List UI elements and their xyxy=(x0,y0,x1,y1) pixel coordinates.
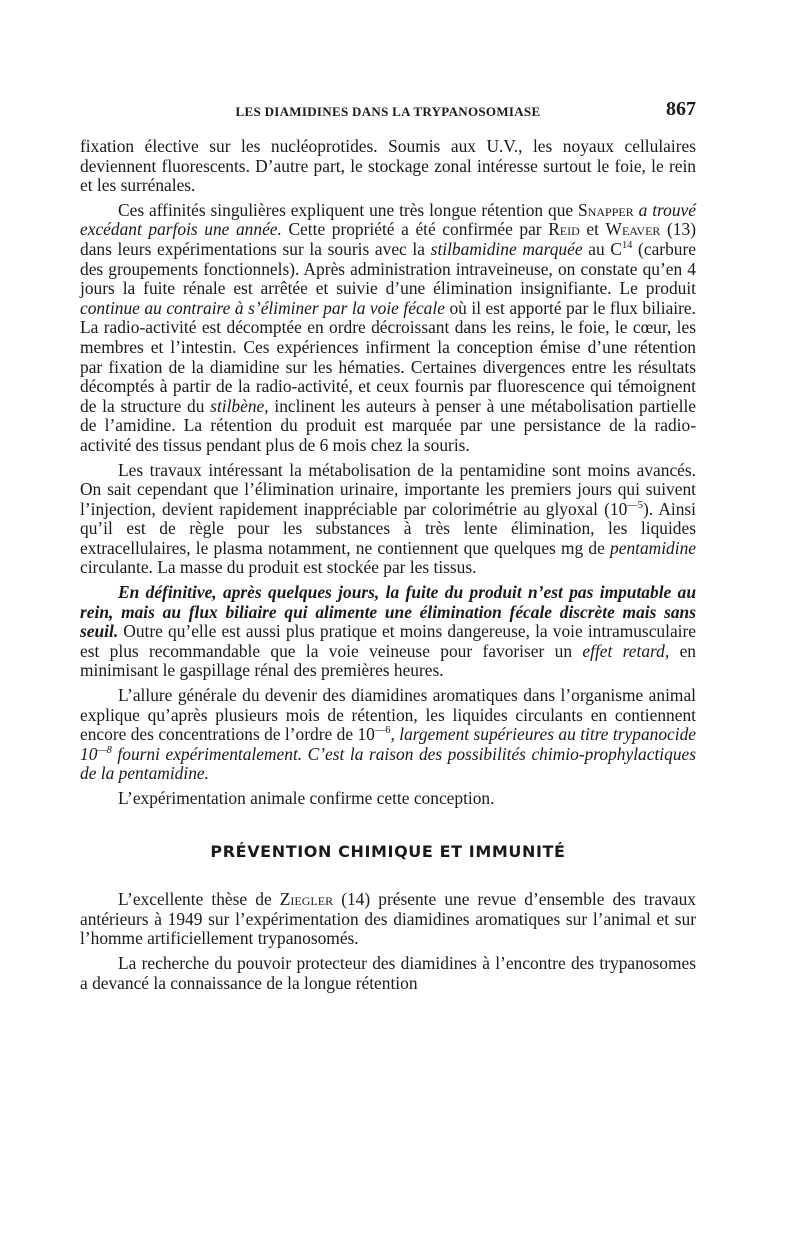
text-run: où il est apporté par le flux biliaire. La radio-activité est décomptée en ordre décroissant dans les reins, le foie, le cœur, les membres et l’intestin. Ces expériences infirment la conception émise d’une rétention par fixation de la diamidine sur les hématies. Certaines divergences entre les résultats décomptés à partir de la radio-activité, et ceux fournis par fluorescence qui témoignent de la structure du xyxy=(80,297,696,416)
text-run: ). Ainsi qu’il est de règle pour les substances à très lente élimination, les liquides extracellulaires, le plasma notamment, ne contiennent que quelques mg de xyxy=(80,498,696,558)
italic-run: effet retard, xyxy=(582,640,670,661)
text-run: et xyxy=(579,219,606,240)
paragraph-text: fixation élective sur les nucléoprotides. Soumis aux U.V., les noyaux cellulaires deviennent fluorescents. D’autre part, le stockage zonal intéresse surtout le foie, le rein et les surrénales. xyxy=(80,136,696,196)
paragraph-3 xyxy=(80,461,696,579)
text-run: inclinent les auteurs à penser à une métabolisation partielle de l’amidine. La rétention du produit est marquée par une persistance de la radio-activité des tissus pendant plus de 6 mois chez la souris. xyxy=(80,395,696,455)
paragraph-text: L’expérimentation animale confirme cette conception. xyxy=(118,788,495,808)
bold-italic-run: En définitive, après quelques jours, la fuite du produit n’est pas imputable au rein, mais au flux biliaire qui alimente une élimination fécale discrète mais sans seuil. xyxy=(80,582,696,642)
text-run: Cette propriété a été confirmée par xyxy=(281,219,549,240)
paragraph-8 xyxy=(80,954,696,993)
paragraph-5 xyxy=(80,686,696,784)
text-run: L’excellente thèse de xyxy=(118,889,280,910)
text-run: (carbure des groupements fonctionnels). Après administration intraveineuse, on constate qu’en 4 jours la fuite rénale est arrêtée et suivie d’une élimination insignifiante. Le produit xyxy=(80,238,696,299)
text-run: circulante. La masse du produit est stockée par les tissus. xyxy=(80,557,477,578)
page-number: 867 xyxy=(666,98,696,120)
italic-run: stilbamidine marquée xyxy=(430,238,583,259)
italic-run: pentamidine xyxy=(610,537,696,558)
text-run: Outre qu’elle est aussi plus pratique et moins dangereuse, la voie intramusculaire est plus recommandable que la voie veineuse pour favoriser un xyxy=(80,621,696,661)
running-title: LES DIAMIDINES DANS LA TRYPANOSOMIASE xyxy=(235,104,541,119)
superscript: —6 xyxy=(374,725,391,737)
author-name: Reid xyxy=(548,219,580,240)
text-run: Les travaux intéressant la métabolisation de la pentamidine sont moins avancés. On sait cependant que l’élimination urinaire, importante les premiers jours qui suivent l’injection, devient rapidement inappréciable par colorimétrie au glyoxal (10 xyxy=(80,459,696,519)
body-text xyxy=(80,137,696,998)
text-run: en minimisant le gaspillage rénal des premières heures. xyxy=(80,640,696,681)
text-run: (13) dans leurs expérimentations sur la souris avec la xyxy=(80,219,696,259)
paragraph-text: La recherche du pouvoir protecteur des diamidines à l’encontre des trypanosomes a devancé la connaissance de la longue rétention xyxy=(80,952,696,993)
paragraph-6 xyxy=(80,789,696,809)
superscript: 14 xyxy=(621,240,633,252)
italic-run: fourni expérimentalement. C’est la raison des possibilités chimio-prophylactiques de la pentamidine. xyxy=(80,743,696,784)
italic-run: a trouvé excédant parfois une année. xyxy=(80,199,696,240)
section-heading: PRÉVENTION CHIMIQUE ET IMMUNITÉ xyxy=(210,841,566,861)
superscript: —5 xyxy=(627,499,643,511)
text-run: L’allure générale du devenir des diamidines aromatiques dans l’organisme animal explique qu’après plusieurs mois de rétention, les liquides circulants en contiennent encore des concentrations de l’ordre de 10 xyxy=(80,685,696,745)
paragraph-1 xyxy=(80,137,696,196)
superscript: —8 xyxy=(97,745,112,757)
running-header xyxy=(80,98,696,124)
text-run: Ces affinités singulières expliquent une très longue rétention que xyxy=(118,199,579,220)
italic-run: , largement supérieures au titre trypanocide 10 xyxy=(80,724,696,764)
author-name: Ziegler xyxy=(279,889,334,910)
italic-run: continue au contraire à s’éliminer par la voie fécale xyxy=(80,297,445,318)
paragraph-2 xyxy=(80,201,696,456)
author-name: Weaver xyxy=(605,219,661,240)
author-name: Snapper xyxy=(578,199,634,220)
text-run: (14) présente une revue d’ensemble des travaux antérieurs à 1949 sur l’expérimentation des diamidines aromatiques sur l’animal et sur l’homme artificiellement trypanosomés. xyxy=(80,889,696,949)
italic-run: stilbène, xyxy=(210,395,269,416)
text-run: au C xyxy=(582,238,622,259)
paragraph-7 xyxy=(80,890,696,949)
paragraph-4 xyxy=(80,583,696,681)
